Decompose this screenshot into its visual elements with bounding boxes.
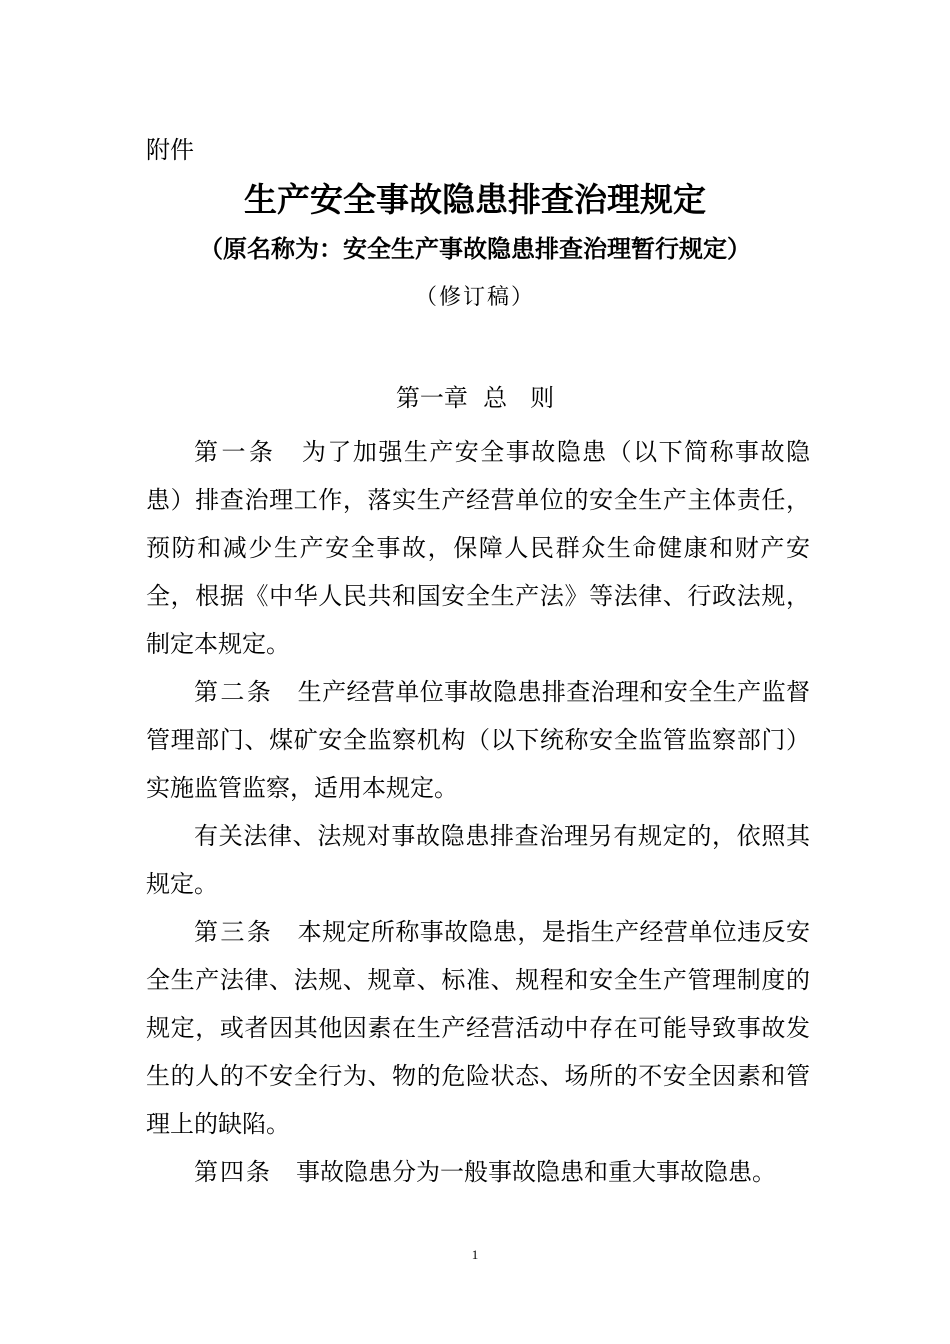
article-number: 第一条: [194, 438, 277, 466]
article-number: 第二条: [194, 678, 274, 706]
article-text: 生产经营单位事故隐患排查治理和安全生产监督管理部门、煤矿安全监察机构（以下统称安全监管监察部门）实施监管监察，适用本规定。: [146, 678, 811, 802]
attachment-label: 附件: [146, 136, 194, 164]
article-paragraph: [146, 908, 810, 1148]
article-text: 事故隐患分为一般事故隐患和重大事故隐患。: [296, 1158, 776, 1186]
document-title: 生产安全事故隐患排查治理规定: [244, 180, 706, 219]
article-paragraph: [146, 428, 810, 668]
article-paragraph: [146, 668, 810, 812]
page-number: 1: [471, 1247, 479, 1262]
revision-note: （修订稿）: [414, 285, 535, 310]
document-subtitle: （原名称为：安全生产事故隐患排查治理暂行规定）: [199, 234, 751, 263]
document-body: [146, 428, 810, 1196]
article-number: 第四条: [194, 1158, 272, 1186]
article-paragraph: [146, 812, 810, 908]
article-number: 第三条: [194, 918, 274, 946]
article-paragraph: [146, 1148, 810, 1196]
article-text: 本规定所称事故隐患，是指生产经营单位违反安全生产法律、法规、规章、标准、规程和安全生产管理制度的规定，或者因其他因素在生产经营活动中存在可能导致事故发生的人的不安全行为、物的危险状态、场所的不安全因素和管理上的缺陷。: [146, 918, 811, 1138]
chapter-heading: 第一章 总 则: [395, 384, 555, 412]
article-text: 为了加强生产安全事故隐患（以下简称事故隐患）排查治理工作，落实生产经营单位的安全生产主体责任，预防和减少生产安全事故，保障人民群众生命健康和财产安全，根据《中华人民共和国安全生产法》等法律、行政法规，制定本规定。: [146, 438, 811, 658]
article-text: 有关法律、法规对事故隐患排查治理另有规定的，依照其规定。: [146, 822, 810, 898]
